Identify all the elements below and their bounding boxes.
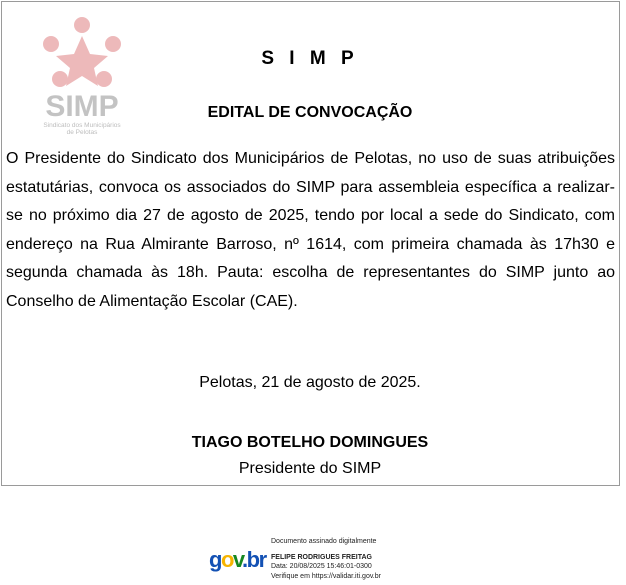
signer-name: TIAGO BOTELHO DOMINGUES	[191, 434, 429, 451]
signature-verify-link[interactable]: Verifique em https://validar.iti.gov.br	[271, 572, 381, 580]
logo-subtitle-line1: Sindicato dos Municipários	[43, 122, 121, 129]
document-subtitle: EDITAL DE CONVOCAÇÃO	[207, 104, 413, 121]
gov-br-logo-part-o: o	[220, 547, 233, 572]
gov-br-logo-icon	[209, 547, 266, 573]
digital-signature-stamp	[209, 537, 419, 583]
gov-br-logo-part-br: .br	[242, 547, 266, 572]
signature-signer-name: FELIPE RODRIGUES FREITAG	[271, 553, 372, 561]
logo-word: SIMP	[45, 90, 119, 123]
document-title: S I M P	[261, 48, 359, 69]
place-date: Pelotas, 21 de agosto de 2025.	[199, 374, 421, 391]
signature-details	[271, 537, 421, 581]
gov-br-logo-part-v: v	[232, 547, 243, 572]
signer-role: Presidente do SIMP	[238, 460, 382, 477]
signature-heading: Documento assinado digitalmente	[271, 538, 377, 545]
convocation-paragraph: O Presidente do Sindicato dos Municipários de Pelotas, no uso de suas atribuições estatutárias, convoca os associados do SIMP para assembleia específica a realizar-se no próximo dia 27 de agosto de 2025, tendo por local a sede do Sindicato, com endereço na Rua Almirante Barroso, nº 1614, com primeira chamada às 17h30 e segunda chamada às 18h. Pauta: escolha de representantes do SIMP junto ao Conselho de Alimentação Escolar (CAE).	[6, 150, 615, 310]
logo-subtitle	[36, 122, 128, 136]
logo-subtitle-line2: de Pelotas	[66, 129, 98, 136]
gov-br-logo-part-g: g	[209, 547, 221, 572]
signature-date: Data: 20/08/2025 15:46:01-0300	[271, 563, 372, 570]
